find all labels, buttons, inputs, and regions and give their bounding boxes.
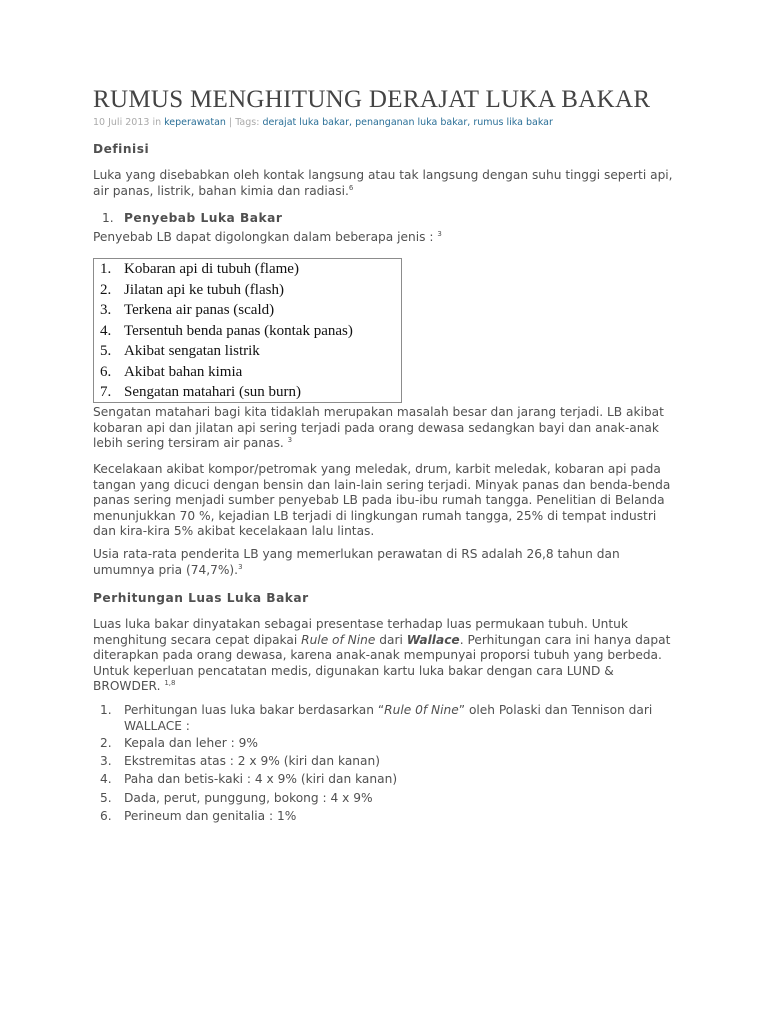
paragraph-luas-dari: dari [379, 632, 403, 647]
list-number: 7. [100, 384, 112, 400]
list-text: Sengatan matahari (sun burn) [124, 384, 302, 400]
in-label: in [152, 117, 162, 128]
rule-of-nine-em: Rule 0f Nine [384, 703, 459, 717]
paragraph-luas-ref: 1,8 [164, 679, 176, 687]
list-number: 4. [100, 772, 112, 786]
section1-intro-text: Penyebab LB dapat digolongkan dalam beberapa jenis : [93, 230, 434, 244]
definisi-text: Luka yang disebabkan oleh kontak langsung atau tak langsung dengan suhu tinggi seperti api, air panas, listrik, bahan kimia dan radiasi. [93, 168, 673, 198]
paragraph-luas-text-a: Luas luka bakar dinyatakan sebagai presentase terhadap luas permukaan tubuh. Untuk menghitung secara cepat dipakai [93, 617, 628, 647]
paragraph-accident: Kecelakaan akibat kompor/petromak yang meledak, drum, karbit meledak, kobaran api pada tangan yang dicuci dengan bensin dan lain-lain sering terjadi. Minyak panas dan benda-benda panas sering menjadi sumber penyebab LB pada ibu-ibu rumah tangga. Penelitian di Belanda menunjukkan 70 %, kejadian LB terjadi di lingkungan rumah tangga, 25% di tempat industri dan kira-kira 5% akibat kecelakaan lalu lintas. [93, 462, 671, 538]
list-number: 3. [100, 754, 112, 768]
rule-of-nine-text: Rule of Nine [301, 632, 376, 647]
paragraph-age-ref: 3 [238, 562, 243, 571]
paragraph-sun-ref: 3 [287, 436, 293, 444]
list-number: 5. [100, 791, 112, 805]
list-number: 6. [100, 363, 112, 380]
paragraph-age [93, 547, 673, 578]
list-number: 5. [100, 343, 112, 359]
tag-link[interactable]: rumus lika bakar [473, 117, 553, 128]
list-text: Kobaran api di tubuh (flame) [124, 261, 299, 277]
list-text-part: Perhitungan luas luka bakar berdasarkan “ [124, 703, 385, 717]
tags-label: Tags: [235, 117, 260, 128]
list-number: 1. [100, 261, 112, 277]
post-meta [93, 117, 553, 128]
tag-link[interactable]: penanganan luka bakar, [355, 117, 471, 128]
wallace-text: Wallace [406, 632, 460, 647]
list-number: 2. [100, 281, 112, 298]
paragraph-age-text: Usia rata-rata penderita LB yang memerlukan perawatan di RS adalah 26,8 tahun dan umumnya pria (74,7%). [93, 547, 620, 577]
post-date: 10 Juli 2013 [93, 117, 150, 128]
list-number: 2. [100, 736, 112, 750]
section1-number: 1. [102, 211, 114, 225]
paragraph-luas-text-b: . Perhitungan cara ini hanya dapat diterapkan pada orang dewasa, karena anak-anak mempunyai proporsi tubuh yang berbeda. Untuk keperluan pencatatan medis, digunakan kartu luka bakar dengan cara LUND & BROWDER. [93, 632, 671, 693]
causes-box [93, 258, 402, 403]
meta-separator: | [228, 117, 233, 128]
tag-link[interactable]: derajat luka bakar, [262, 117, 353, 128]
list-text-part: ” oleh Polaski dan Tennison dari WALLACE : [124, 703, 653, 733]
definisi-ref: 6 [348, 183, 354, 192]
category-link[interactable]: keperawatan [164, 117, 226, 128]
list-text: Akibat bahan kimia [124, 363, 243, 380]
list-text: Ekstremitas atas : 2 x 9% (kiri dan kanan) [124, 754, 380, 768]
list-text: Tersentuh benda panas (kontak panas) [124, 322, 353, 339]
section1-intro [93, 230, 673, 246]
section1-heading: Penyebab Luka Bakar [124, 211, 283, 225]
list-text: Terkena air panas (scald) [124, 302, 275, 318]
list-text: Kepala dan leher : 9% [124, 736, 258, 750]
list-text: Perineum dan genitalia : 1% [124, 809, 297, 823]
list-number: 4. [100, 322, 112, 339]
list-text: Dada, perut, punggung, bokong : 4 x 9% [124, 791, 373, 805]
list-number: 1. [100, 703, 112, 717]
paragraph-sun [93, 405, 673, 452]
paragraph-sun-text: Sengatan matahari bagi kita tidaklah merupakan masalah besar dan jarang terjadi. LB akibat kobaran api dan jilatan api sering terjadi pada orang dewasa sedangkan bayi dan anak-anak lebih sering tersiram air panas. [93, 405, 664, 450]
section2-heading: Perhitungan Luas Luka Bakar [93, 591, 309, 605]
list-number: 6. [100, 809, 112, 823]
page-title: RUMUS MENGHITUNG DERAJAT LUKA BAKAR [93, 86, 651, 113]
list-text: Akibat sengatan listrik [124, 343, 260, 359]
list-text: Paha dan betis-kaki : 4 x 9% (kiri dan kanan) [124, 772, 398, 786]
paragraph-luas [93, 617, 673, 695]
definisi-paragraph [93, 168, 673, 199]
list-text: Jilatan api ke tubuh (flash) [124, 281, 284, 298]
section1-intro-ref: 3 [437, 230, 442, 238]
list-number: 3. [100, 302, 112, 318]
list-text [124, 703, 669, 734]
definisi-heading: Definisi [93, 142, 150, 156]
